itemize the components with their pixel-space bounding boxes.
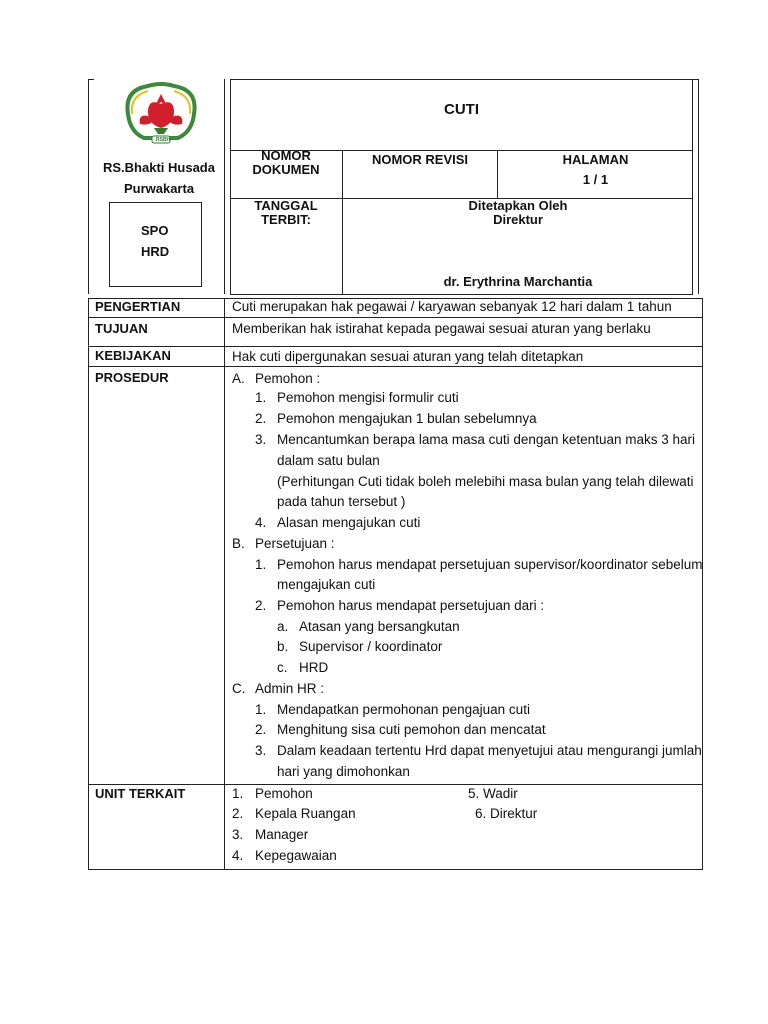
section-c-marker: C. (232, 681, 246, 696)
halaman-value: 1 / 1 (582, 172, 609, 187)
list-item: Pemohon mengajukan 1 bulan sebelumnya (277, 411, 537, 426)
sublist-item: HRD (299, 660, 329, 675)
header-divider-vertical (224, 79, 225, 294)
row-divider-tujuan (88, 346, 703, 347)
list-number: 1. (255, 557, 267, 572)
sublist-marker: c. (277, 660, 288, 675)
unit-terkait-label: UNIT TERKAIT (95, 786, 186, 801)
page-title: CUTI (444, 101, 479, 118)
ditetapkan-oleh: Ditetapkan Oleh (468, 198, 568, 213)
hospital-name-line1: RS.Bhakti Husada (103, 160, 215, 175)
list-item-continued: mengajukan cuti (277, 577, 376, 592)
list-number: 3. (255, 743, 267, 758)
spo-label: SPO (141, 223, 169, 238)
logo-text: RSBH (156, 137, 171, 143)
list-number: 2. (255, 411, 267, 426)
tujuan-label: TUJUAN (95, 321, 148, 336)
list-number: 4. (232, 848, 244, 863)
ditetapkan-direktur: Direktur (493, 212, 543, 227)
tujuan-text: Memberikan hak istirahat kepada pegawai sesuai aturan yang berlaku (232, 321, 651, 336)
row-divider-kebijakan (88, 366, 703, 367)
halaman-label: HALAMAN (562, 152, 629, 167)
pengertian-label: PENGERTIAN (95, 299, 181, 314)
list-number: 2. (255, 598, 267, 613)
header-top-border-right (692, 79, 699, 80)
unit-item: Kepegawaian (255, 848, 337, 863)
list-item: Pemohon mengisi formulir cuti (277, 390, 459, 405)
section-a-marker: A. (232, 371, 245, 386)
unit-item: 5. Wadir (468, 786, 518, 801)
unit-item: Kepala Ruangan (255, 806, 356, 821)
list-number: 2. (232, 806, 244, 821)
sublist-item: Supervisor / koordinator (299, 639, 443, 654)
list-item-continued: (Perhitungan Cuti tidak boleh melebihi masa bulan yang telah dilewati (277, 474, 694, 489)
section-b-marker: B. (232, 536, 245, 551)
sublist-marker: b. (277, 639, 289, 654)
list-item: Alasan mengajukan cuti (277, 515, 421, 530)
list-number: 1. (232, 786, 244, 801)
direktur-name: dr. Erythrina Marchantia (443, 274, 593, 289)
list-item-continued: hari yang dimohonkan (277, 764, 410, 779)
list-item: Mendapatkan permohonan pengajuan cuti (277, 702, 530, 717)
list-item: Dalam keadaan tertentu Hrd dapat menyetujui atau mengurangi jumlah (277, 743, 702, 758)
header-top-border-left (88, 79, 94, 80)
spo-box (109, 202, 202, 287)
tanggal-terbit-label-1: TANGGAL (254, 198, 318, 213)
nomor-revisi-label: NOMOR REVISI (371, 152, 469, 167)
row-divider-pengertian (88, 317, 703, 318)
list-item: Pemohon harus mendapat persetujuan dari : (277, 598, 545, 613)
list-item-continued: dalam satu bulan (277, 453, 380, 468)
hospital-logo (118, 80, 204, 148)
list-number: 1. (255, 702, 267, 717)
sublist-marker: a. (277, 619, 289, 634)
nomor-dokumen-label-1: NOMOR (261, 148, 311, 163)
unit-item: 6. Direktur (475, 806, 538, 821)
tanggal-terbit-label-2: TERBIT: (261, 212, 311, 227)
list-item: Menghitung sisa cuti pemohon dan mencatat (277, 722, 546, 737)
list-number: 3. (255, 432, 267, 447)
kebijakan-text: Hak cuti dipergunakan sesuai aturan yang telah ditetapkan (232, 349, 584, 364)
kebijakan-label: KEBIJAKAN (95, 348, 171, 363)
section-a-title: Pemohon : (255, 371, 321, 386)
list-item: Pemohon harus mendapat persetujuan supervisor/koordinator sebelum (277, 557, 703, 572)
section-c-title: Admin HR : (255, 681, 325, 696)
list-item: Mencantumkan berapa lama masa cuti dengan ketentuan maks 3 hari (277, 432, 695, 447)
header-right-border (698, 79, 699, 294)
unit-item: Manager (255, 827, 309, 842)
prosedur-label: PROSEDUR (95, 370, 169, 385)
row-divider-prosedur (88, 784, 703, 785)
list-number: 3. (232, 827, 244, 842)
section-b-title: Persetujuan : (255, 536, 335, 551)
sublist-item: Atasan yang bersangkutan (299, 619, 460, 634)
list-number: 2. (255, 722, 267, 737)
list-item-continued: pada tahun tersebut ) (277, 494, 406, 509)
hrd-label: HRD (141, 244, 170, 259)
header-left-border (88, 79, 89, 294)
hospital-name-line2: Purwakarta (123, 181, 195, 196)
nomor-dokumen-label-2: DOKUMEN (252, 162, 320, 177)
list-number: 1. (255, 390, 267, 405)
unit-item: Pemohon (255, 786, 313, 801)
pengertian-text: Cuti merupakan hak pegawai / karyawan sebanyak 12 hari dalam 1 tahun (232, 299, 672, 314)
list-number: 4. (255, 515, 267, 530)
